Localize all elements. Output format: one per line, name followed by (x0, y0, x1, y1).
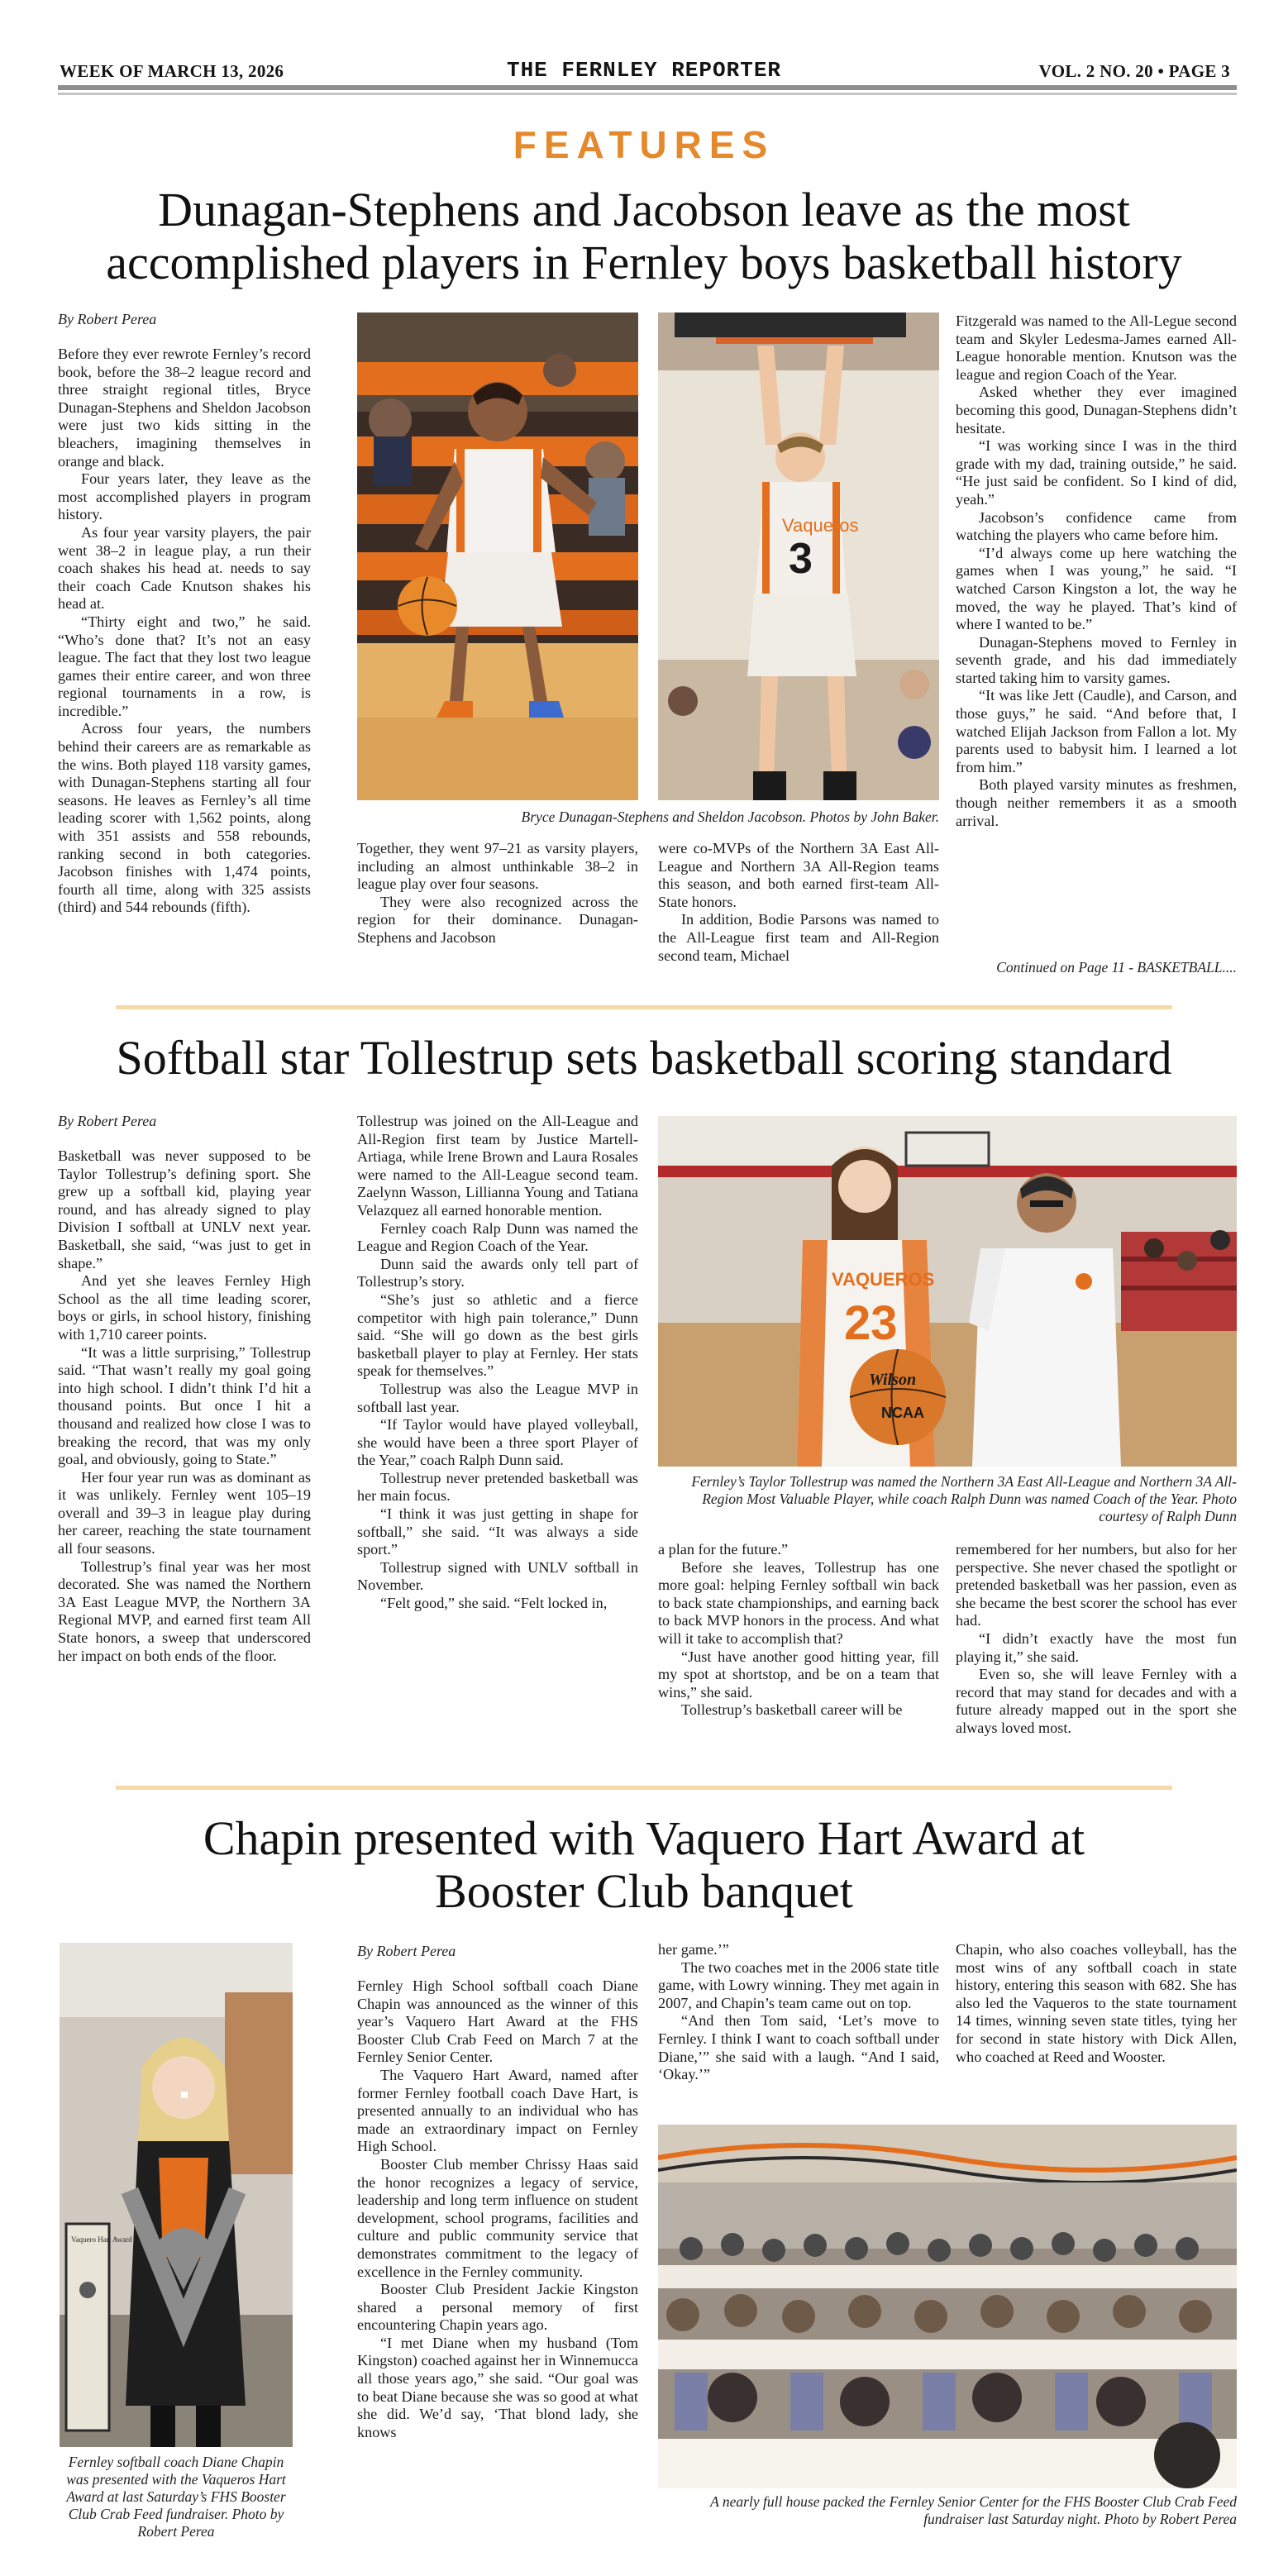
paragraph: “She’s just so athletic and a fierce competitor with high pain tolerance,” Dunn said. “She will go down as the best girls basketball player to play at Fernley. Her stats speak for themselves.” (357, 1290, 638, 1380)
story2-ball-logo: NCAA (881, 1405, 924, 1421)
paragraph: “I think it was just getting in shape for softball,” she said. “It was always a side sport.” (357, 1505, 638, 1558)
story1-photo-dunking-player (658, 312, 939, 800)
paragraph: Fernley coach Ralp Dunn was named the League and Region Coach of the Year. (357, 1219, 638, 1255)
svg-text:Vaqueros: Vaqueros (782, 515, 859, 536)
story3-photo-chapin-award (60, 1943, 293, 2447)
story3-column-2 (357, 1977, 638, 2441)
paragraph: “I met Diane when my husband (Tom Kingston) coached against her in Winnemucca all those years ago,” she said. “Our goal was to beat Diane because she was so good at what she did. We’d say, ‘That blond lady, she knows (357, 2334, 638, 2440)
story1-continued-link[interactable]: Continued on Page 11 - BASKETBALL.... (996, 959, 1237, 976)
paragraph: Across four years, the numbers behind their careers are as remarkable as the wins. Both played 118 varsity games, with Dunagan-Stephens starting all four seasons. He leaves as Fernley’s all time leading scorer with 1,562 points, along with 351 assists and 558 rebounds, ranking second in both categories. Jacobson finishes with 1,474 points, fourth all time, along with 325 assists (third) and 544 rebounds (fifth). (58, 720, 311, 916)
story2-column-2 (357, 1113, 638, 1613)
story2-column-3 (658, 1541, 939, 1720)
paper-name: THE FERNLEY REPORTER (506, 58, 782, 83)
paragraph: Booster Club member Chrissy Haas said the honor recognizes a legacy of service, leadership and long term influence on student development, school programs, facilities and culture and public community service that demonstrates commitment to the legacy of excellence in the Fernley community. (357, 2155, 638, 2280)
paragraph: Jacobson’s confidence came from watching the players who came before him. (956, 508, 1237, 544)
paragraph: Together, they went 97–21 as varsity players, including an almost unthinkable 38–2 in league play over four seasons. (357, 840, 638, 893)
paragraph: Basketball was never supposed to be Taylor Tollestrup’s defining sport. She grew up a softball kid, playing year round, and has already signed to play Division I softball at UNLV next year. Basketball, she said, “was just to get in shape.” (58, 1147, 311, 1271)
story3-byline: By Robert Perea (357, 1943, 456, 1959)
story-divider-1 (116, 1005, 1172, 1009)
paragraph: As four year varsity players, the pair went 38–2 in league play, a run their coach shakes his head at. needs to say their coach Cade Knutson shakes his head at. (58, 523, 311, 613)
story1-headline: Dunagan-Stephens and Jacobson leave as the most accomplished players in Fernley boys basketball history (106, 183, 1182, 289)
issue-week: WEEK OF MARCH 13, 2026 (60, 61, 284, 81)
paragraph: “Just have another good hitting year, fill my spot at shortstop, and be on a team that wins,” she said. (658, 1648, 939, 1701)
paragraph: Before they ever rewrote Fernley’s record book, before the 38–2 league record and three straight regional titles, Bryce Dunagan-Stephens and Sheldon Jacobson were just two kids sitting in the bleachers, imagining themselves in orange and black. (58, 346, 311, 470)
paragraph: Tollestrup never pretended basketball was her main focus. (357, 1469, 638, 1505)
paragraph: Tollestrup was joined on the All-League and All-Region first team by Justice Martell-Artiaga, while Irene Brown and Laura Rosales were named to the All-League second team. Zaelynn Wasson, Lillianna Young and Tatiana Velazquez all earned honorable mention. (357, 1113, 638, 1219)
story2-ball-brand: Wilson (869, 1371, 917, 1389)
story2-byline: By Robert Perea (58, 1113, 157, 1129)
story-divider-2 (116, 1786, 1172, 1790)
story3-column-4 (956, 1941, 1237, 2066)
paragraph: Both played varsity minutes as freshmen, though neither remembers it as a smooth arrival. (956, 776, 1237, 829)
story2-jersey-number: 23 (844, 1296, 898, 1350)
paragraph: The two coaches met in the 2006 state title game, with Lowry winning. They met again in 2007, and Chapin’s team came out on top. (658, 1958, 939, 2011)
paragraph: Chapin, who also coaches volleyball, has the most wins of any softball coach in state history, entering this season with 682. She has also led the Vaqueros to the state tournament 14 times, winning seven state titles, tying her for second in state history with Dick Allen, who coached at Reed and Wooster. (956, 1941, 1237, 2065)
paragraph: “It was a little surprising,” Tollestrup said. “That wasn’t really my goal going into high school. I didn’t think I’d hit a thousand points. But once I hit a thousand and realized how close I was to breaking the record, that was my only goal, and obviously, going to State.” (58, 1343, 311, 1468)
paragraph: Dunn said the awards only tell part of Tollestrup’s story. (357, 1255, 638, 1290)
story3-headline: Chapin presented with Vaquero Hart Award at Booster Club banquet (203, 1811, 1085, 1918)
paragraph: Fernley High School softball coach Diane Chapin was announced as the winner of this year’s Vaquero Hart Award at the FHS Booster Club Crab Feed on March 7 at the Fernley Senior Center. (357, 1977, 638, 2066)
paragraph: Fitzgerald was named to the All-Legue second team and Skyler Ledesma-James earned All-League honorable mention. Knutson was the league and region Coach of the Year. (956, 312, 1237, 383)
paragraph: “It was like Jett (Caudle), and Carson, and those guys,” he said. “And before that, I watched Elijah Jackson from Fallon a lot. My parents used to babysit him. I learned a lot from him.” (956, 687, 1237, 775)
masthead-rule (58, 85, 1237, 90)
story1-column-3 (658, 840, 939, 965)
paragraph: They were also recognized across the region for their dominance. Dunagan-Stephens and Jacobson (357, 893, 638, 946)
story3-column-3 (658, 1941, 939, 2084)
story3-photo2-caption: A nearly full house packed the Fernley Senior Center for the FHS Booster Club Crab Feed fundraiser last Saturday night. Photo by Robert Perea (710, 2493, 1237, 2527)
paragraph: Tollestrup’s final year was her most decorated. She was named the Northern 3A East League MVP, the Northern 3A Regional MVP, and earned first team All State honors, a sweep that underscored her impact on both ends of the floor. (58, 1558, 311, 1664)
masthead-rule-thin (58, 93, 1237, 95)
paragraph: Booster Club President Jackie Kingston shared a personal memory of first encountering Chapin years ago. (357, 2281, 638, 2334)
story2-column-1 (58, 1147, 311, 1665)
paragraph: Dunagan-Stephens moved to Fernley in seventh grade, and his dad immediately started taking him to varsity games. (956, 633, 1237, 686)
paragraph: Her four year run was as dominant as it was unlikely. Fernley went 105–19 overall and 39–3 in league play during her career, reaching the state tournament all four seasons. (58, 1468, 311, 1558)
paragraph: were co-MVPs of the Northern 3A East All-League and Northern 3A All-Region teams this season, and both earned first-team All-State honors. (658, 840, 939, 910)
story1-column-4 (956, 312, 1237, 830)
paragraph: her game.’” (658, 1941, 729, 1958)
story2-column-4 (956, 1541, 1237, 1738)
paragraph: In addition, Bodie Parsons was named to the All-League first team and All-Region second team, Michael (658, 911, 939, 964)
paragraph: “I didn’t exactly have the most fun playing it,” she said. (956, 1629, 1237, 1665)
story3-photo1-caption: Fernley softball coach Diane Chapin was presented with the Vaqueros Hart Award at last Saturday’s FHS Booster Club Crab Feed fundraiser. Photo by Robert Perea (66, 2454, 286, 2540)
issue-volume-page: VOL. 2 NO. 20 • PAGE 3 (1038, 61, 1230, 81)
paragraph: a plan for the future.” (658, 1541, 789, 1558)
paragraph: “And then Tom said, ‘Let’s move to Fernley. I think I want to coach softball under Diane,’” she said with a laugh. “And I said, ‘Okay.’” (658, 2012, 939, 2083)
paragraph: “I’d always come up here watching the games when I was young,” he said. “I watched Carson Kingston a lot, the way he moved, the way he played. That’s kind of where I wanted to be.” (956, 544, 1237, 633)
paragraph: Tollestrup was also the League MVP in softball last year. (357, 1380, 638, 1415)
story1-column-2 (357, 840, 638, 947)
story1-jersey-number: 3 (789, 535, 813, 583)
story1-photo-dribbling-player (357, 312, 638, 800)
paragraph: Before she leaves, Tollestrup has one more goal: helping Fernley softball win back to back state championships, and earning back to back MVP honors in the process. And what will it take to accomplish that? (658, 1558, 939, 1647)
paragraph: “If Taylor would have played volleyball, she would have been a three sport Player of the Year,” coach Ralph Dunn said. (357, 1416, 638, 1469)
story2-photo-caption: Fernley’s Taylor Tollestrup was named the Northern 3A East All-League and Northern 3A All-Region Most Valuable Player, while coach Ralph Dunn was named Coach of the Year. Photo courtesy of Ralph Dunn (691, 1473, 1237, 1524)
paragraph: Asked whether they ever imagined becoming this good, Dunagan-Stephens didn’t hesitate. (956, 384, 1237, 436)
story3-award-sign: Vaquero Hart Award (71, 2235, 132, 2244)
paragraph: “Felt good,” she said. “Felt locked in, (380, 1595, 608, 1612)
story2-photo-tollestrup-dunn (658, 1116, 1237, 1467)
paragraph: remembered for her numbers, but also for her perspective. She never chased the spotlight or pretended basketball was her passion, even as she became the best scorer the school has ever had. (956, 1541, 1237, 1629)
story2-headline: Softball star Tollestrup sets basketball scoring standard (116, 1031, 1172, 1085)
story2-jersey-text: VAQUEROS (832, 1269, 935, 1290)
section-title: FEATURES (513, 123, 775, 166)
story1-column-1 (58, 346, 311, 917)
paragraph: Tollestrup’s basketball career will be (681, 1701, 903, 1719)
story1-photo-caption: Bryce Dunagan-Stephens and Sheldon Jacobson. Photos by John Baker. (521, 809, 939, 825)
paragraph: And yet she leaves Fernley High School as the all time leading scorer, boys or girls, in school history, finishing with 1,710 career points. (58, 1272, 311, 1343)
paragraph: “I was working since I was in the third grade with my dad, training outside,” he said. “He just said be confident. So I kind of did, yeah.” (956, 437, 1237, 508)
paragraph: The Vaquero Hart Award, named after former Fernley football coach Dave Hart, is presented annually to an individual who has made an extraordinary impact on Fernley High School. (357, 2066, 638, 2155)
paragraph: Even so, she will leave Fernley with a record that may stand for decades and with a future already mapped out in the sport she always loved most. (956, 1666, 1237, 1736)
paragraph: “Thirty eight and two,” he said. “Who’s done that? It’s not an easy league. The fact that they lost two league games their entire career, and won three regional tournaments in a row, is incredible.” (58, 613, 311, 719)
paragraph: Tollestrup signed with UNLV softball in November. (357, 1558, 638, 1594)
story1-byline: By Robert Perea (58, 311, 157, 327)
paragraph: Four years later, they leave as the most accomplished players in program history. (58, 470, 311, 523)
story3-photo-banquet-crowd (658, 2125, 1237, 2488)
